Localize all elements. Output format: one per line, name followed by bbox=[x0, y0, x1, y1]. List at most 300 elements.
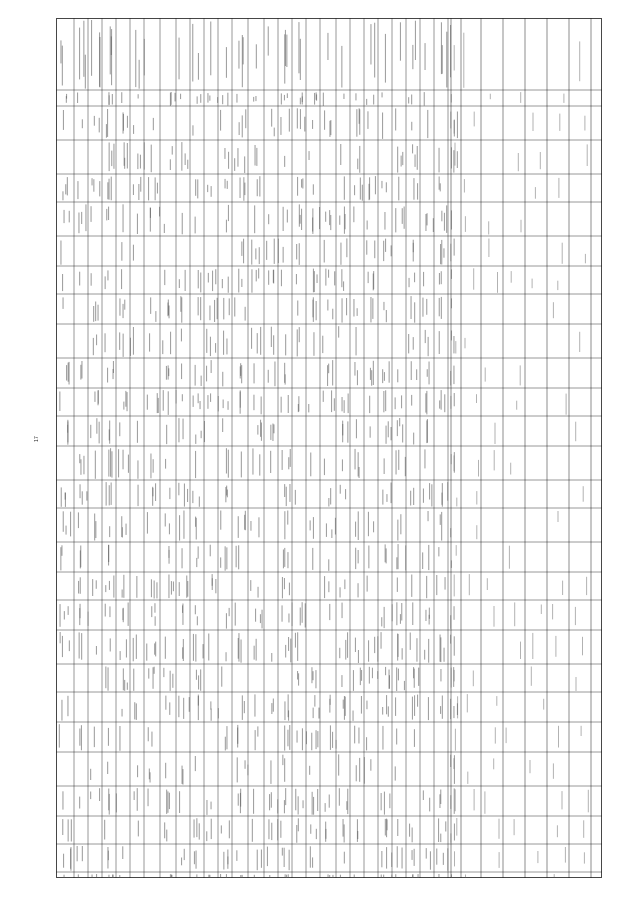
header-scan-mark bbox=[497, 272, 498, 293]
cell-scan-mark bbox=[245, 760, 246, 769]
cell-scan-mark bbox=[60, 241, 61, 265]
cell-scan-mark bbox=[88, 612, 89, 626]
cell-scan-mark bbox=[154, 581, 155, 599]
header-scan-mark bbox=[535, 187, 536, 199]
header-scan-mark bbox=[473, 268, 474, 289]
cell-scan-mark bbox=[154, 603, 155, 613]
header-scan-mark bbox=[488, 239, 489, 258]
cell-scan-mark bbox=[197, 96, 198, 103]
cell-scan-mark bbox=[68, 606, 69, 615]
cell-scan-mark bbox=[453, 366, 454, 385]
cell-scan-mark bbox=[340, 587, 341, 597]
cell-scan-mark bbox=[96, 646, 97, 655]
cell-scan-mark bbox=[383, 302, 384, 310]
cell-scan-mark bbox=[404, 207, 405, 229]
cell-scan-mark bbox=[194, 851, 195, 864]
cell-scan-mark bbox=[67, 696, 68, 716]
cell-scan-mark bbox=[148, 177, 149, 200]
cell-scan-mark bbox=[92, 875, 93, 878]
cell-scan-mark bbox=[199, 497, 200, 507]
cell-scan-mark bbox=[412, 602, 413, 625]
cell-scan-mark bbox=[257, 850, 258, 871]
cell-scan-mark bbox=[222, 372, 223, 387]
cell-scan-mark bbox=[212, 271, 213, 292]
cell-scan-mark bbox=[411, 575, 412, 597]
cell-scan-mark bbox=[258, 587, 259, 598]
cell-scan-mark bbox=[79, 272, 80, 286]
cell-scan-mark bbox=[426, 848, 427, 859]
cell-scan-mark bbox=[67, 177, 68, 195]
cell-scan-mark bbox=[277, 819, 278, 840]
cell-scan-mark bbox=[440, 637, 441, 662]
cell-scan-mark bbox=[189, 697, 190, 712]
cell-scan-mark bbox=[400, 514, 401, 534]
cell-scan-mark bbox=[341, 269, 342, 287]
cell-scan-mark bbox=[207, 185, 208, 192]
cell-scan-mark bbox=[450, 528, 451, 537]
cell-scan-mark bbox=[402, 648, 403, 659]
cell-scan-mark bbox=[104, 820, 105, 840]
cell-scan-mark bbox=[287, 552, 288, 568]
cell-scan-mark bbox=[165, 763, 166, 779]
cell-scan-mark bbox=[59, 392, 60, 412]
cell-scan-mark bbox=[277, 799, 278, 813]
cell-scan-mark bbox=[66, 526, 67, 535]
header-scan-mark bbox=[533, 113, 534, 131]
cell-scan-mark bbox=[92, 178, 93, 185]
cell-scan-mark bbox=[282, 848, 283, 856]
cell-scan-mark bbox=[86, 491, 87, 500]
cell-scan-mark bbox=[211, 186, 212, 197]
cell-scan-mark bbox=[239, 122, 240, 135]
cell-scan-mark bbox=[83, 21, 84, 77]
cell-scan-mark bbox=[313, 708, 314, 719]
cell-scan-mark bbox=[79, 729, 80, 746]
cell-scan-mark bbox=[61, 545, 62, 556]
cell-scan-mark bbox=[196, 851, 197, 869]
cell-scan-mark bbox=[259, 247, 260, 264]
cell-scan-mark bbox=[215, 343, 216, 353]
header-scan-mark bbox=[456, 498, 457, 507]
cell-scan-mark bbox=[195, 451, 196, 478]
header-scan-mark bbox=[587, 144, 588, 166]
cell-scan-mark bbox=[450, 25, 451, 77]
cell-scan-mark bbox=[354, 362, 355, 376]
cell-scan-mark bbox=[144, 39, 145, 76]
cell-scan-mark bbox=[127, 143, 128, 169]
cell-scan-mark bbox=[93, 179, 94, 192]
cell-scan-mark bbox=[428, 639, 429, 663]
cell-scan-mark bbox=[240, 789, 241, 807]
cell-scan-mark bbox=[137, 788, 138, 811]
cell-scan-mark bbox=[344, 580, 345, 590]
cell-scan-mark bbox=[336, 740, 337, 749]
cell-scan-mark bbox=[297, 731, 298, 743]
cell-scan-mark bbox=[223, 400, 224, 409]
cell-scan-mark bbox=[412, 850, 413, 860]
cell-scan-mark bbox=[371, 370, 372, 386]
cell-scan-mark bbox=[106, 482, 107, 506]
cell-scan-mark bbox=[192, 125, 193, 135]
cell-scan-mark bbox=[396, 667, 397, 691]
cell-scan-mark bbox=[240, 875, 241, 878]
cell-scan-mark bbox=[332, 875, 333, 878]
cell-scan-mark bbox=[335, 518, 336, 535]
cell-scan-mark bbox=[311, 733, 312, 751]
cell-scan-mark bbox=[256, 148, 257, 166]
cell-scan-mark bbox=[414, 273, 415, 283]
cell-scan-mark bbox=[382, 92, 383, 97]
cell-scan-mark bbox=[83, 456, 84, 475]
cell-scan-mark bbox=[368, 272, 369, 283]
cell-scan-mark bbox=[105, 333, 106, 352]
cell-scan-mark bbox=[200, 94, 201, 103]
cell-scan-mark bbox=[59, 724, 60, 747]
cell-scan-mark bbox=[209, 96, 210, 101]
header-scan-mark bbox=[494, 606, 495, 627]
cell-scan-mark bbox=[94, 392, 95, 402]
cell-scan-mark bbox=[133, 184, 134, 195]
cell-scan-mark bbox=[99, 788, 100, 801]
cell-scan-mark bbox=[370, 24, 371, 64]
cell-scan-mark bbox=[187, 489, 188, 502]
header-scan-mark bbox=[557, 281, 558, 290]
cell-scan-mark bbox=[226, 874, 227, 878]
cell-scan-mark bbox=[397, 578, 398, 592]
cell-scan-mark bbox=[173, 582, 174, 592]
cell-scan-mark bbox=[301, 209, 302, 230]
cell-scan-mark bbox=[374, 23, 375, 78]
cell-scan-mark bbox=[385, 34, 386, 83]
cell-scan-mark bbox=[356, 765, 357, 781]
cell-scan-mark bbox=[185, 270, 186, 291]
cell-scan-mark bbox=[324, 459, 325, 476]
table-border bbox=[57, 19, 602, 878]
cell-scan-mark bbox=[381, 875, 382, 879]
cell-scan-mark bbox=[271, 792, 272, 808]
cell-scan-mark bbox=[244, 156, 245, 173]
cell-scan-mark bbox=[361, 696, 362, 714]
header-scan-mark bbox=[454, 455, 455, 471]
cell-scan-mark bbox=[428, 337, 429, 356]
cell-scan-mark bbox=[284, 701, 285, 720]
cell-scan-mark bbox=[243, 177, 244, 201]
cell-scan-mark bbox=[123, 304, 124, 318]
cell-scan-mark bbox=[90, 425, 91, 438]
cell-scan-mark bbox=[169, 793, 170, 809]
cell-scan-mark bbox=[113, 875, 114, 878]
header-scan-mark bbox=[562, 581, 563, 595]
cell-scan-mark bbox=[169, 488, 170, 499]
cell-scan-mark bbox=[198, 393, 199, 403]
cell-scan-mark bbox=[149, 333, 150, 351]
cell-scan-mark bbox=[442, 45, 443, 74]
cell-scan-mark bbox=[195, 634, 196, 661]
cell-scan-mark bbox=[82, 846, 83, 861]
cell-scan-mark bbox=[211, 802, 212, 810]
header-scan-mark bbox=[511, 271, 512, 283]
cell-scan-mark bbox=[183, 698, 184, 719]
cell-scan-mark bbox=[113, 361, 114, 373]
cell-scan-mark bbox=[358, 728, 359, 744]
cell-scan-mark bbox=[208, 634, 209, 661]
cell-scan-mark bbox=[443, 853, 444, 865]
cell-scan-mark bbox=[273, 270, 274, 284]
cell-scan-mark bbox=[287, 93, 288, 98]
cell-scan-mark bbox=[195, 365, 196, 386]
cell-scan-mark bbox=[439, 400, 440, 408]
cell-scan-mark bbox=[284, 34, 285, 83]
cell-scan-mark bbox=[402, 424, 403, 442]
cell-scan-mark bbox=[236, 94, 237, 103]
cell-scan-mark bbox=[153, 667, 154, 689]
cell-scan-mark bbox=[451, 94, 452, 102]
cell-scan-mark bbox=[300, 215, 301, 224]
cell-scan-mark bbox=[284, 511, 285, 539]
cell-scan-mark bbox=[195, 217, 196, 234]
cell-scan-mark bbox=[152, 487, 153, 506]
cell-scan-mark bbox=[215, 579, 216, 593]
cell-scan-mark bbox=[322, 336, 323, 353]
header-scan-mark bbox=[575, 422, 576, 442]
cell-scan-mark bbox=[397, 420, 398, 436]
cell-scan-mark bbox=[425, 393, 426, 412]
cell-scan-mark bbox=[153, 459, 154, 473]
cell-scan-mark bbox=[64, 210, 65, 223]
cell-scan-mark bbox=[80, 577, 81, 594]
cell-scan-mark bbox=[442, 483, 443, 507]
header-scan-mark bbox=[514, 602, 515, 626]
cell-scan-mark bbox=[411, 122, 412, 131]
cell-scan-mark bbox=[440, 669, 441, 681]
cell-scan-mark bbox=[181, 329, 182, 342]
cell-scan-mark bbox=[355, 449, 356, 470]
cell-scan-mark bbox=[108, 667, 109, 690]
cell-scan-mark bbox=[367, 111, 368, 129]
cell-scan-mark bbox=[209, 306, 210, 321]
cell-scan-mark bbox=[323, 93, 324, 106]
cell-scan-mark bbox=[111, 483, 112, 505]
cell-scan-mark bbox=[345, 640, 346, 660]
cell-scan-mark bbox=[290, 639, 291, 663]
cell-scan-mark bbox=[137, 765, 138, 777]
cell-scan-mark bbox=[340, 485, 341, 494]
cell-scan-mark bbox=[297, 329, 298, 356]
cell-scan-mark bbox=[397, 520, 398, 541]
cell-scan-mark bbox=[338, 754, 339, 775]
cell-scan-mark bbox=[418, 874, 419, 878]
cell-scan-mark bbox=[150, 454, 151, 479]
cell-scan-mark bbox=[353, 207, 354, 223]
cell-scan-mark bbox=[284, 156, 285, 167]
cell-scan-mark bbox=[179, 582, 180, 596]
cell-scan-mark bbox=[238, 633, 239, 662]
cell-scan-mark bbox=[453, 150, 454, 172]
cell-scan-mark bbox=[298, 796, 299, 814]
cell-scan-mark bbox=[255, 145, 256, 166]
cell-scan-mark bbox=[358, 550, 359, 563]
cell-scan-mark bbox=[171, 92, 172, 105]
cell-scan-mark bbox=[362, 185, 363, 201]
cell-scan-mark bbox=[108, 92, 109, 105]
cell-scan-mark bbox=[272, 424, 273, 442]
header-scan-mark bbox=[530, 760, 531, 773]
cell-scan-mark bbox=[312, 300, 313, 318]
cell-scan-mark bbox=[382, 726, 383, 750]
cell-scan-mark bbox=[381, 793, 382, 810]
cell-scan-mark bbox=[197, 616, 198, 625]
header-scan-mark bbox=[559, 114, 560, 131]
cell-scan-mark bbox=[429, 615, 430, 625]
cell-scan-mark bbox=[257, 726, 258, 736]
cell-scan-mark bbox=[234, 158, 235, 171]
cell-scan-mark bbox=[224, 148, 225, 159]
cell-scan-mark bbox=[370, 368, 371, 380]
header-scan-mark bbox=[514, 819, 515, 835]
cell-scan-mark bbox=[402, 848, 403, 869]
cell-scan-mark bbox=[244, 701, 245, 713]
header-scan-mark bbox=[579, 41, 580, 81]
cell-scan-mark bbox=[413, 337, 414, 350]
cell-scan-mark bbox=[128, 603, 129, 626]
header-scan-mark bbox=[476, 491, 477, 504]
cell-scan-mark bbox=[398, 544, 399, 569]
header-scan-mark bbox=[563, 94, 564, 103]
cell-scan-mark bbox=[284, 363, 285, 383]
cell-scan-mark bbox=[331, 390, 332, 412]
cell-scan-mark bbox=[62, 791, 63, 809]
cell-scan-mark bbox=[346, 238, 347, 257]
cell-scan-mark bbox=[339, 648, 340, 658]
cell-scan-mark bbox=[111, 36, 112, 55]
cell-scan-mark bbox=[281, 397, 282, 413]
cell-scan-mark bbox=[334, 271, 335, 285]
cell-scan-mark bbox=[121, 242, 122, 261]
cell-scan-mark bbox=[136, 576, 137, 598]
cell-scan-mark bbox=[112, 94, 113, 105]
header-scan-mark bbox=[565, 847, 566, 863]
cell-scan-mark bbox=[319, 207, 320, 229]
cell-scan-mark bbox=[256, 639, 257, 661]
cell-scan-mark bbox=[290, 449, 291, 467]
header-scan-mark bbox=[456, 545, 457, 556]
cell-scan-mark bbox=[247, 765, 248, 776]
cell-scan-mark bbox=[313, 184, 314, 194]
cell-scan-mark bbox=[284, 484, 285, 497]
cell-scan-mark bbox=[327, 365, 328, 386]
cell-scan-mark bbox=[133, 245, 134, 261]
cell-scan-mark bbox=[196, 558, 197, 567]
cell-scan-mark bbox=[284, 548, 285, 567]
cell-scan-mark bbox=[330, 488, 331, 504]
cell-scan-mark bbox=[402, 208, 403, 224]
cell-scan-mark bbox=[431, 484, 432, 506]
cell-scan-mark bbox=[338, 326, 339, 337]
cell-scan-mark bbox=[206, 329, 207, 353]
cell-scan-mark bbox=[451, 210, 452, 229]
cell-scan-mark bbox=[300, 39, 301, 80]
cell-scan-mark bbox=[329, 121, 330, 137]
cell-scan-mark bbox=[187, 160, 188, 169]
cell-scan-mark bbox=[168, 391, 169, 415]
cell-scan-mark bbox=[372, 668, 373, 679]
cell-scan-mark bbox=[389, 794, 390, 809]
cell-scan-mark bbox=[81, 725, 82, 750]
cell-scan-mark bbox=[108, 875, 109, 878]
cell-scan-mark bbox=[375, 176, 376, 194]
cell-scan-mark bbox=[413, 433, 414, 445]
cell-scan-mark bbox=[377, 671, 378, 679]
cell-scan-mark bbox=[324, 240, 325, 263]
cell-scan-mark bbox=[226, 613, 227, 628]
cell-scan-mark bbox=[229, 298, 230, 315]
cell-scan-mark bbox=[60, 632, 61, 643]
cell-scan-mark bbox=[361, 670, 362, 681]
cell-scan-mark bbox=[386, 310, 387, 322]
cell-scan-mark bbox=[140, 155, 141, 169]
cell-scan-mark bbox=[63, 854, 64, 868]
cell-scan-mark bbox=[105, 604, 106, 617]
cell-scan-mark bbox=[313, 269, 314, 293]
cell-scan-mark bbox=[347, 421, 348, 442]
cell-scan-mark bbox=[226, 726, 227, 749]
cell-scan-mark bbox=[268, 370, 269, 383]
cell-scan-mark bbox=[147, 395, 148, 410]
cell-scan-mark bbox=[273, 424, 274, 433]
cell-scan-mark bbox=[410, 491, 411, 506]
cell-scan-mark bbox=[417, 695, 418, 707]
cell-scan-mark bbox=[438, 547, 439, 556]
header-scan-mark bbox=[473, 671, 474, 687]
cell-scan-mark bbox=[226, 652, 227, 661]
cell-scan-mark bbox=[359, 758, 360, 782]
cell-scan-mark bbox=[198, 53, 199, 80]
cell-scan-mark bbox=[255, 248, 256, 259]
cell-scan-mark bbox=[78, 213, 79, 234]
cell-scan-mark bbox=[355, 548, 356, 569]
cell-scan-mark bbox=[396, 602, 397, 625]
cell-scan-mark bbox=[298, 673, 299, 685]
cell-scan-mark bbox=[201, 431, 202, 439]
cell-scan-mark bbox=[198, 546, 199, 558]
cell-scan-mark bbox=[344, 176, 345, 199]
cell-scan-mark bbox=[240, 363, 241, 376]
cell-scan-mark bbox=[398, 669, 399, 681]
cell-scan-mark bbox=[357, 370, 358, 385]
cell-scan-mark bbox=[111, 177, 112, 201]
cell-scan-mark bbox=[91, 20, 92, 76]
cell-scan-mark bbox=[270, 425, 271, 440]
cell-scan-mark bbox=[385, 239, 386, 252]
cell-scan-mark bbox=[457, 151, 458, 168]
cell-scan-mark bbox=[383, 391, 384, 412]
cell-scan-mark bbox=[229, 608, 230, 616]
cell-scan-mark bbox=[447, 482, 448, 501]
header-scan-mark bbox=[541, 605, 542, 615]
cell-scan-mark bbox=[328, 270, 329, 278]
cell-scan-mark bbox=[412, 144, 413, 153]
cell-scan-mark bbox=[441, 211, 442, 222]
header-scan-mark bbox=[456, 818, 457, 836]
cell-scan-mark bbox=[69, 362, 70, 385]
cell-scan-mark bbox=[308, 404, 309, 412]
cell-scan-mark bbox=[166, 830, 167, 842]
cell-scan-mark bbox=[295, 789, 296, 811]
cell-scan-mark bbox=[342, 603, 343, 619]
header-scan-mark bbox=[588, 790, 589, 813]
cell-scan-mark bbox=[120, 651, 121, 660]
header-scan-mark bbox=[464, 179, 465, 192]
